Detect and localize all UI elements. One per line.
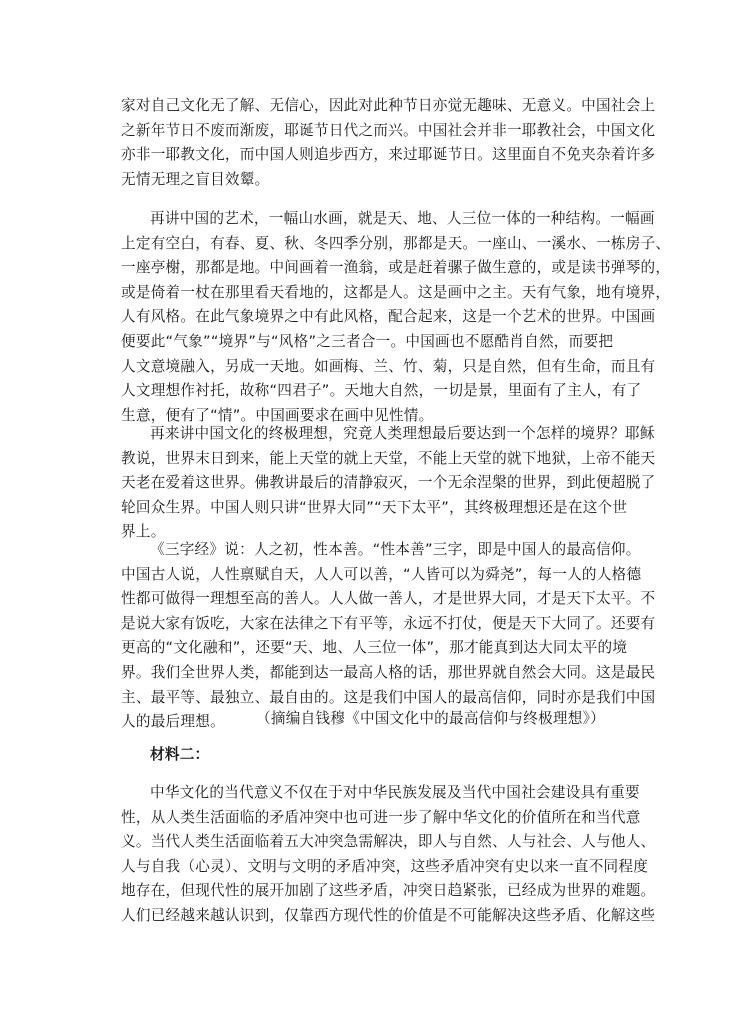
text-line: 再讲中国的艺术，一幅山水画，就是天、地、人三位一体的一种结构。一幅画 bbox=[150, 210, 655, 227]
paragraph-1 bbox=[121, 94, 656, 192]
text-line: 家对自己文化无了解、无信心，因此对此种节日亦觉无趣味、无意义。中国社会上 bbox=[121, 97, 656, 114]
text-line: 便要此“气象”“境界”与“风格”之三者合一。中国画也不愿酷肖自然，而要把 bbox=[121, 332, 614, 350]
text-line: 无情无理之盲目效颦。 bbox=[121, 170, 270, 188]
text-line: 义。当代人类生活面临着五大冲突急需解决，即人与自然、人与社会、人与他人、 bbox=[121, 833, 656, 851]
text-line: 地存在，但现代性的展开加剧了这些矛盾，冲突日趋紧张，已经成为世界的难题。 bbox=[121, 882, 656, 900]
text-line: 轮回众生界。中国人则只讲“世界大同”“天下太平”，其终极理想还是在这个世 bbox=[121, 498, 628, 516]
heading-text: 材料二： bbox=[150, 746, 210, 763]
text-line: 天老在爱着这世界。佛教讲最后的清静寂灭，一个无余涅槃的世界，到此便超脱了 bbox=[121, 474, 656, 492]
text-line: 人有风格。在此气象境界之中有此风格，配合起来，这是一个艺术的世界。中国画 bbox=[121, 308, 656, 326]
text-line: 人文理想作衬托，故称“四君子”。天地大自然，一切是景，里面有了主人，有了 bbox=[121, 382, 642, 400]
text-line: 是说大家有饭吃，大家在法律之下有平等，永远不打仗，便是天下大同了。还要有 bbox=[121, 614, 656, 632]
paragraph-5 bbox=[121, 781, 656, 929]
text-line: 更高的“文化融和”，还要“天、地、人三位一体”，那才能真到达大同太平的境 bbox=[121, 639, 628, 657]
text-line: 一座亭榭，那都是地。中间画着一渔翁，或是赶着骡子做生意的，或是读书弹琴的， bbox=[121, 259, 671, 277]
section-heading bbox=[121, 743, 617, 768]
text-line: 人的最后理想。 bbox=[121, 713, 225, 731]
source-attribution bbox=[121, 707, 617, 732]
text-line: 之新年节日不废而渐废，耶诞节日代之而兴。中国社会并非一耶教社会，中国文化 bbox=[121, 121, 656, 139]
text-line: 人们已经越来越认识到，仅靠西方现代性的价值是不可能解决这些矛盾、化解这些 bbox=[121, 906, 656, 924]
text-line: 人与自我（心灵）、文明与文明的矛盾冲突，这些矛盾冲突有史以来一直不同程度 bbox=[121, 857, 649, 875]
attribution-text: （摘编自钱穆《中国文化中的最高信仰与终极理想》） bbox=[256, 710, 605, 727]
paragraph-2 bbox=[121, 207, 671, 428]
text-line: 亦非一耶教文化，而中国人则追步西方，来过耶诞节日。这里面自不免夹杂着许多 bbox=[121, 146, 656, 164]
paragraph-3 bbox=[121, 422, 656, 545]
text-line: 主、最平等、最独立、最自由的。这是我们中国人的最高信仰，同时亦是我们中国 bbox=[121, 688, 656, 706]
text-line: 再来讲中国文化的终极理想，究竟人类理想最后要达到一个怎样的境界？耶稣 bbox=[150, 425, 655, 442]
text-line: 或是倚着一杖在那里看天看地的，这都是人。这是画中之主。天有气象，地有境界， bbox=[121, 283, 671, 301]
text-line: 中国古人说，人性禀赋自天，人人可以善，“人皆可以为舜尧”，每一人的人格德 bbox=[121, 565, 642, 583]
text-line: 性都可做得一理想至高的善人。人人做一善人，才是世界大同，才是天下太平。不 bbox=[121, 590, 656, 608]
text-line: 中华文化的当代意义不仅在于对中华民族发展及当代中国社会建设具有重要 bbox=[150, 784, 640, 801]
text-line: 《三字经》说：人之初，性本善。“性本善”三字，即是中国人的最高信仰。 bbox=[150, 541, 641, 558]
text-line: 性，从人类生活面临的矛盾冲突中也可进一步了解中华文化的价值所在和当代意 bbox=[121, 808, 641, 826]
text-line: 人文意境融入，另成一天地。如画梅、兰、竹、菊，只是自然，但有生命，而且有 bbox=[121, 357, 656, 375]
text-line: 生意，便有了“情”。中国画要求在画中见性情。 bbox=[121, 406, 434, 424]
text-line: 界上。 bbox=[121, 523, 166, 541]
text-line: 界。我们全世界人类，都能到达一最高人格的话，那世界就自然会大同。这是最民 bbox=[121, 663, 656, 681]
text-line: 教说，世界末日到来，能上天堂的就上天堂，不能上天堂的就下地狱，上帝不能天 bbox=[121, 449, 656, 467]
text-line: 上定有空白，有春、夏、秋、冬四季分别，那都是天。一座山、一溪水、一栋房子、 bbox=[121, 234, 671, 252]
paragraph-4 bbox=[121, 538, 656, 735]
